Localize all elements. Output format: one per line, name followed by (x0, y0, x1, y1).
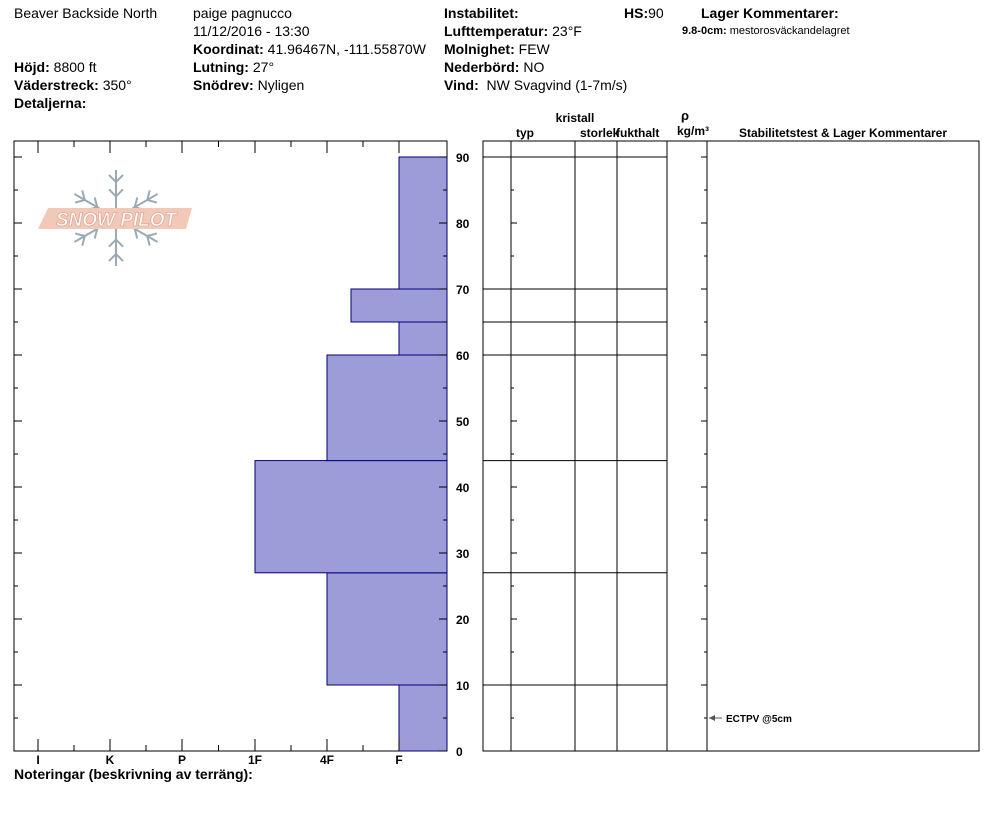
depth-tick-label: 50 (456, 415, 470, 429)
stability-tests (709, 714, 792, 725)
hardness-layer-bar (327, 355, 447, 461)
hardness-layer-bar (255, 461, 447, 573)
logo-text: SNOW PILOT (55, 210, 177, 231)
airtemp-label: Lufttemperatur: (444, 23, 549, 39)
snowflake-branch (116, 175, 123, 182)
depth-tick-label: 30 (456, 547, 470, 561)
elevation-value: 8800 ft (53, 59, 97, 75)
coordinate-value: 41.96467N, -111.55870W (267, 41, 426, 57)
layer-comment-range: 9.8-0cm: (682, 25, 727, 37)
depth-tick-label: 40 (456, 481, 470, 495)
notes-label: Noteringar (beskrivning av terräng): (14, 766, 253, 782)
hardness-tick-label: 1F (247, 753, 263, 767)
depth-tick-label: 60 (456, 349, 470, 363)
header-stability: Stabilitetstest & Lager Kommentarer (738, 126, 948, 140)
location-name: Beaver Backside North (14, 5, 158, 21)
snowflake-branch (116, 189, 123, 196)
hs-value: 90 (648, 5, 664, 21)
airtemp-value: 23°F (552, 23, 582, 39)
observer-name: paige pagnucco (193, 5, 292, 21)
header-kristall: kristall (555, 111, 595, 125)
snowflake-branch (109, 240, 116, 247)
wind-label: Vind: (444, 77, 479, 93)
hardness-layer-bar (327, 573, 447, 685)
instability-label: Instabilitet: (444, 5, 519, 21)
hardness-tick-label: I (36, 753, 40, 767)
details-label: Detaljerna: (14, 95, 87, 111)
snowflake-branch (147, 233, 157, 236)
depth-tick-label: 0 (456, 745, 463, 759)
wind-value: NW Svagvind (1-7m/s) (486, 77, 628, 93)
hardness-tick-label: 4F (319, 753, 335, 767)
drift-label: Snödrev: (193, 77, 254, 93)
header-density-unit: kg/m³ (676, 124, 710, 138)
snowflake-branch (116, 254, 123, 261)
test-label: ECTPV @5cm (726, 714, 792, 725)
observation-datetime: 11/12/2016 - 13:30 (193, 23, 310, 39)
snowflake-branch (116, 240, 123, 247)
layer-table-frame (483, 141, 979, 751)
precip-label: Nederbörd: (444, 59, 520, 75)
snowflake-branch (75, 233, 85, 236)
precip-value: NO (523, 59, 545, 75)
header-fukthalt: fukthalt (616, 126, 660, 140)
hs-label: HS: (624, 5, 649, 21)
elevation-label: Höjd: (14, 59, 50, 75)
hardness-layer-bar (399, 685, 447, 751)
aspect-label: Väderstreck: (14, 77, 99, 93)
depth-tick-label: 90 (456, 151, 470, 165)
snowflake-branch (147, 200, 157, 203)
cloud-label: Molnighet: (444, 41, 515, 57)
depth-tick-label: 70 (456, 283, 470, 297)
header-storlek: storlek (580, 126, 620, 140)
hardness-tick-label: F (395, 753, 403, 767)
depth-tick-label: 80 (456, 217, 470, 231)
slope-value: 27° (252, 59, 275, 75)
hardness-layers (255, 157, 447, 751)
cloud-value: FEW (518, 41, 550, 57)
snowflake-branch (109, 175, 116, 182)
header-typ: typ (516, 126, 534, 140)
aspect-value: 350° (102, 77, 132, 93)
drift-value: Nyligen (257, 77, 305, 93)
test-arrow-head (709, 715, 715, 721)
hardness-tick-label: K (105, 753, 115, 767)
layer-comment-text: mestorosväckandelagret (729, 25, 850, 37)
snowflake-branch (109, 189, 116, 196)
hardness-layer-bar (351, 289, 447, 322)
table-depth-ticks (511, 157, 707, 751)
hardness-tick-label: P (177, 753, 187, 767)
snowflake-branch (109, 254, 116, 261)
depth-tick-label: 20 (456, 613, 470, 627)
snowflake-branch (75, 200, 85, 203)
hardness-layer-bar (399, 322, 447, 355)
slope-label: Lutning: (193, 59, 249, 75)
coordinate-label: Koordinat: (193, 41, 264, 57)
layer-comments-title: Lager Kommentarer: (701, 5, 839, 21)
snowpilot-logo (38, 170, 192, 266)
depth-tick-label: 10 (456, 679, 470, 693)
header-rho: ρ (680, 108, 690, 123)
